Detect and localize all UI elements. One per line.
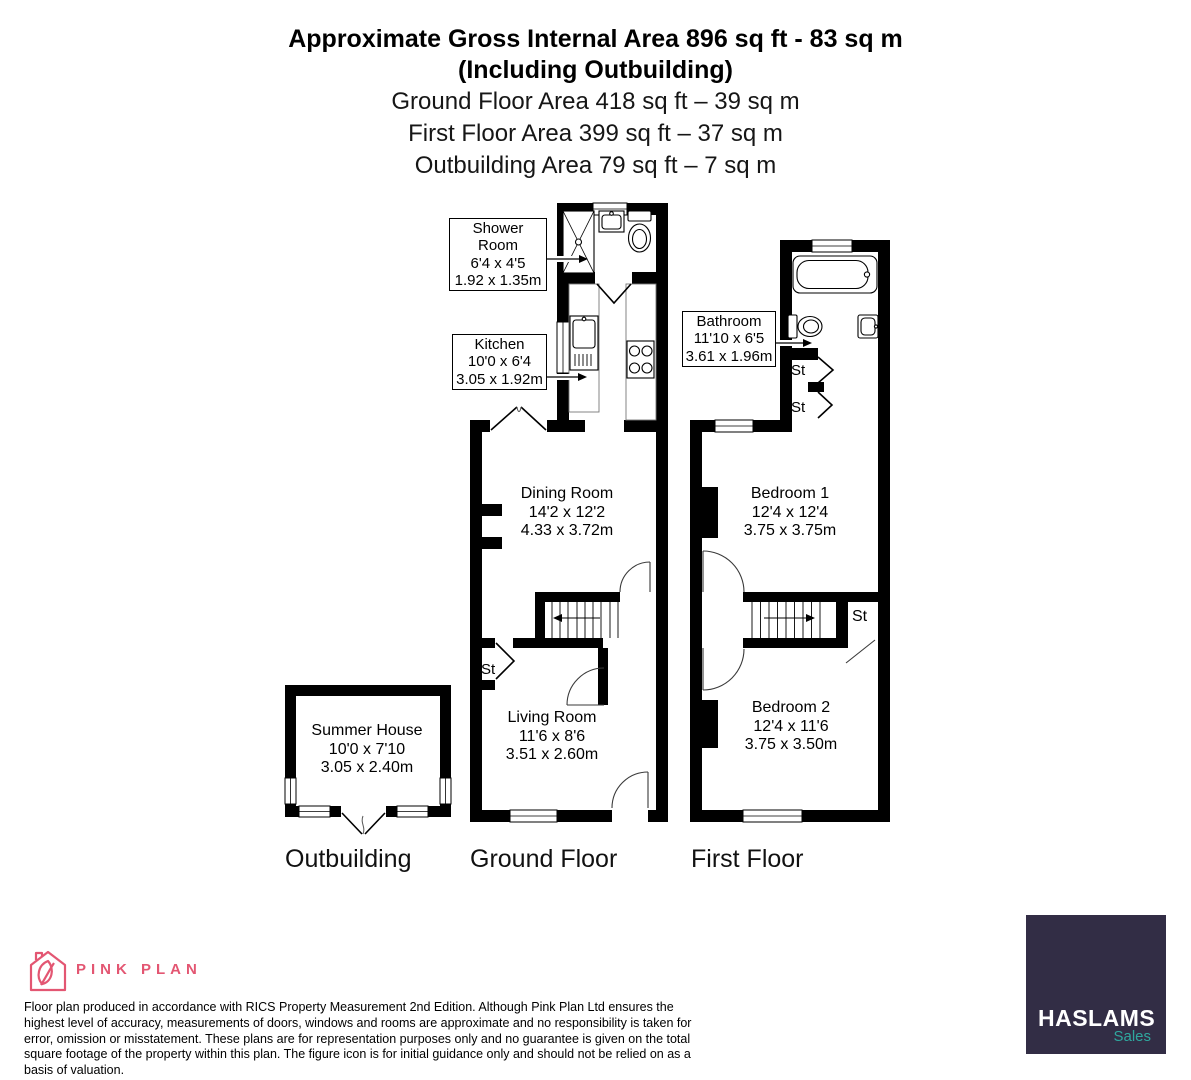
room-size-imperial: 12'4 x 12'4 <box>751 503 829 521</box>
haslams-name: HASLAMS <box>1038 1005 1156 1031</box>
washbasin-icon-first-floor <box>858 315 878 338</box>
bedroom2-label <box>745 699 838 755</box>
kitchen-label <box>452 334 547 390</box>
haslams-sales: Sales <box>1113 1028 1151 1045</box>
caption-ground-floor: Ground Floor <box>470 845 618 873</box>
room-size-imperial: 10'0 x 6'4 <box>467 353 532 371</box>
title-line-3: Ground Floor Area 418 sq ft – 39 sq m <box>391 88 800 115</box>
title-line-1: Approximate Gross Internal Area 896 sq ft - 83 sq m <box>288 25 903 53</box>
room-size-metric: 3.05 x 2.40m <box>320 759 414 776</box>
ground-floor-stairs <box>552 602 618 638</box>
storage-label-first-2: St <box>791 399 806 416</box>
storage-label-first-3: St <box>852 608 868 625</box>
dining-room-label <box>521 485 614 541</box>
outbuilding-doors <box>342 813 385 834</box>
room-size-metric: 3.51 x 2.60m <box>505 746 599 763</box>
toilet-icon <box>628 211 651 252</box>
room-size-metric: 4.33 x 3.72m <box>520 522 614 539</box>
shower-tray-icon <box>563 211 594 273</box>
room-size-imperial: 12'4 x 11'6 <box>753 717 829 735</box>
pink-plan-brand: PINK PLAN <box>76 961 202 978</box>
room-size-imperial: 11'10 x 6'5 <box>693 330 765 348</box>
disclaimer-text: Floor plan produced in accordance with RICS Property Measurement 2nd Edition. Although Pink Plan Ltd ensures the highest level of accuracy, measurements of doors, windows and rooms are approximate and no responsibility is taken for error, omission or misstatement. These plans are for representation purposes only and no guarantee is given on the total square footage of the property within this plan. The figure icon is for initial guidance only and should not be relied on as a basis of valuation. <box>24 1000 692 1078</box>
outbuilding-windows <box>285 778 451 817</box>
room-name: Bathroom <box>696 313 762 330</box>
washbasin-icon <box>599 211 624 232</box>
shower-room-label <box>449 218 547 291</box>
room-name: Bedroom 1 <box>750 485 830 502</box>
summer-house-label <box>311 722 422 778</box>
bathtub-icon <box>793 256 877 293</box>
haslams-logo <box>1026 915 1166 1054</box>
caption-first-floor: First Floor <box>691 845 804 873</box>
room-size-metric: 3.61 x 1.96m <box>685 347 773 365</box>
room-size-imperial: 10'0 x 7'10 <box>328 740 406 758</box>
room-size-metric: 3.75 x 3.50m <box>744 736 838 753</box>
hob-icon <box>627 341 654 378</box>
pink-plan-logo-icon <box>28 949 68 998</box>
caption-outbuilding: Outbuilding <box>285 845 412 873</box>
bedroom1-label <box>744 485 837 541</box>
title-line-5: Outbuilding Area 79 sq ft – 7 sq m <box>414 152 777 179</box>
kitchen-sink-icon <box>570 316 598 370</box>
toilet-icon-first-floor <box>788 315 822 338</box>
room-name: Bedroom 2 <box>751 699 831 716</box>
room-name: Dining Room <box>520 485 614 502</box>
bathroom-label <box>682 311 776 367</box>
room-size-imperial: 14'2 x 12'2 <box>528 503 606 521</box>
living-room-label <box>506 709 599 765</box>
storage-label-first-1: St <box>791 362 806 379</box>
room-size-imperial: 6'4 x 4'5 <box>470 254 526 272</box>
room-size-imperial: 11'6 x 8'6 <box>518 727 586 745</box>
room-name: Living Room <box>507 709 597 726</box>
room-size-metric: 3.05 x 1.92m <box>456 370 543 388</box>
room-size-metric: 3.75 x 3.75m <box>743 522 837 539</box>
title-line-4: First Floor Area 399 sq ft – 37 sq m <box>408 120 783 147</box>
room-name: Kitchen <box>474 336 525 353</box>
room-size-metric: 1.92 x 1.35m <box>454 271 542 289</box>
storage-label-ground: St <box>481 661 496 678</box>
room-name: Summer House <box>311 722 423 739</box>
room-name: Shower Room <box>472 220 524 255</box>
first-floor-stairs <box>752 602 820 638</box>
title-line-2: (Including Outbuilding) <box>458 56 733 84</box>
